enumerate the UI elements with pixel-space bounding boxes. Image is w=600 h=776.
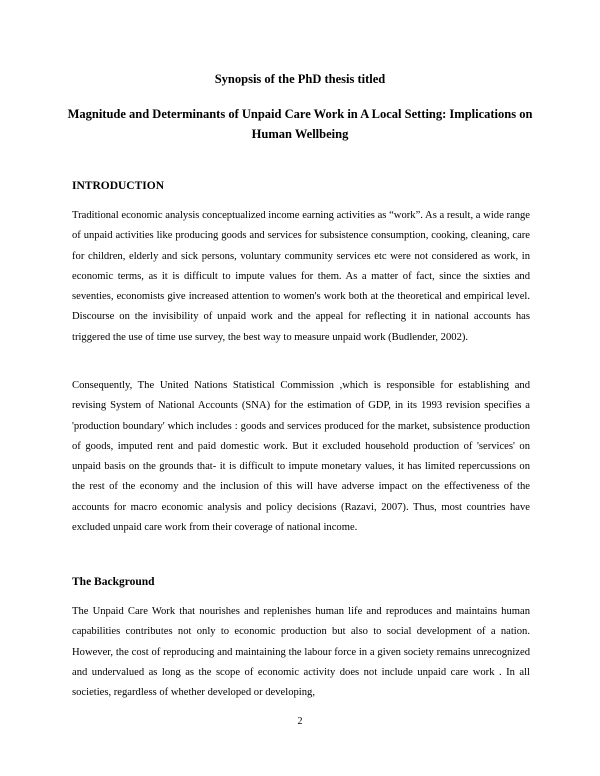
section-heading-background: The Background — [72, 576, 155, 588]
page-number: 2 — [297, 716, 303, 727]
section-heading-introduction: INTRODUCTION — [72, 180, 165, 192]
background-paragraph: The Unpaid Care Work that nourishes and replenishes human life and reproduces and maintains human capabilities contributes not only to economic production but also to social development of a nation. However, the cost of reproducing and maintaining the labour force in a given society remains unrecognized and undervalued as long as the scope of economic activity does not include unpaid care work . In all societies, regardless of whether developed or developing, — [72, 606, 530, 699]
document-title: Synopsis of the PhD thesis titled — [214, 72, 386, 86]
intro-paragraph-1: Traditional economic analysis conceptualized income earning activities as “work”. As a result, a wide range of unpaid activities like producing goods and services for subsistence consumption, cooking, cleaning, care for children, elderly and sick persons, voluntary community services etc were not considered as work, in economic terms, as it is difficult to impute values for them. As a matter of fact, since the sixties and seventies, economists give increased attention to women's work both at the theoretical and empirical level. Discourse on the invisibility of unpaid work and the appeal for reflecting it in national accounts has triggered the use of time use survey, the best way to measure unpaid work (Budlender, 2002). — [72, 210, 530, 343]
thesis-title: Magnitude and Determinants of Unpaid Care Work in A Local Setting: Implications on Human Wellbeing — [67, 107, 533, 141]
intro-paragraph-2: Consequently, The United Nations Statistical Commission ,which is responsible for establishing and revising System of National Accounts (SNA) for the estimation of GDP, in its 1993 revision specifies a 'production boundary' which includes : goods and services produced for the market, subsistence production of goods, imputed rent and paid domestic work. But it excluded household production of 'services' on unpaid basis on the grounds that- it is difficult to impute monetary values, it has limited repercussions on the rest of the economy and the inclusion of this will have adverse impact on the effectiveness of the accounts for macro economic analysis and policy decisions (Razavi, 2007). Thus, most countries have excluded unpaid care work from their coverage of national income. — [72, 380, 530, 534]
